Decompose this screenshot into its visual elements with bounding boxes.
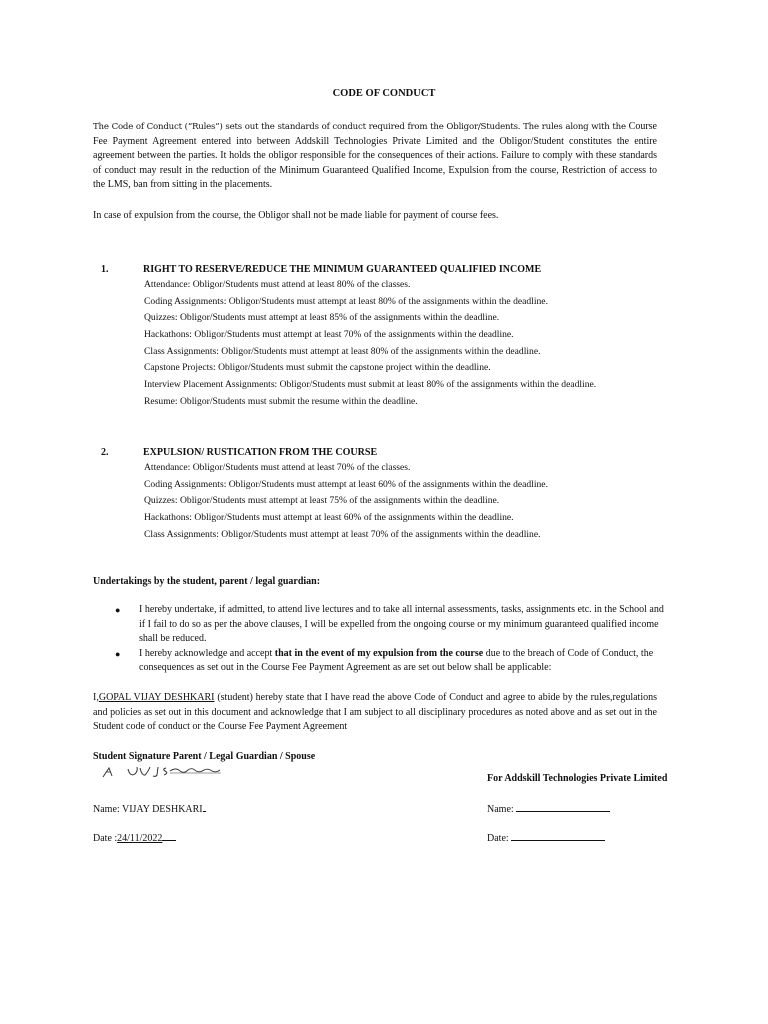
list-item: Coding Assignments: Obligor/Students must attempt at least 60% of the assignments within the deadline. [144, 478, 548, 490]
company-date-label: Date: [487, 833, 509, 844]
company-date-row [487, 831, 605, 844]
company-name-row [487, 802, 610, 815]
date-label: Date : [93, 833, 118, 844]
list-item: Resume: Obligor/Students must submit the resume within the deadline. [144, 395, 418, 407]
expulsion-note: In case of expulsion from the course, the Obligor shall not be made liable for payment of course fees. [93, 210, 499, 221]
name-label: Name: [93, 804, 122, 815]
handwritten-signature [100, 763, 226, 781]
company-date-line [511, 831, 605, 841]
intro-rest-text: Course Fee Payment Agreement entered into between Addskill Technologies Private Limited and the Obligor/Student constitutes the entire agreement between the parties. It holds the obligor responsible for the consequences of their actions. Failure to comply with these standards of conduct may result in the reduction of the Minimum Guaranteed Qualified Income, Expulsion from the course, Restriction of access to the LMS, ban from sitting in the placements. [93, 121, 657, 191]
section-2-title: EXPULSION/ RUSTICATION FROM THE COURSE [143, 447, 378, 458]
section-1-list [144, 277, 664, 411]
company-name-line [516, 802, 610, 812]
list-item: Attendance: Obligor/Students must attend at least 70% of the classes. [144, 462, 411, 473]
declaration-prefix: I, [93, 692, 99, 703]
declaration-paragraph [93, 691, 657, 735]
student-signature-heading: Student Signature Parent / Legal Guardian / Spouse [93, 751, 316, 762]
section-1-number: 1. [101, 264, 109, 275]
student-name-row [93, 802, 206, 815]
undertaking-text-post: due to the breach of Code of Conduct, the consequences as set out in the Course Fee Payment Agreement as are set out below shall be applicable: [139, 647, 654, 674]
list-item: Class Assignments: Obligor/Students must attempt at least 80% of the assignments within the deadline. [144, 345, 541, 357]
list-item [112, 603, 667, 647]
list-item: Capstone Projects: Obligor/Students must submit the capstone project within the deadline. [144, 362, 491, 374]
section-1-title: RIGHT TO RESERVE/REDUCE THE MINIMUM GUARANTEED QUALIFIED INCOME [143, 264, 542, 275]
bullet-icon: ● [115, 605, 121, 615]
undertakings-list [112, 603, 667, 676]
intro-paragraph [93, 120, 657, 193]
undertakings-heading: Undertakings by the student, parent / legal guardian: [93, 576, 321, 587]
declarant-name: GOPAL VIJAY DESHKARI [98, 692, 215, 703]
company-name-label: Name: [487, 804, 514, 815]
name-underline [203, 802, 206, 812]
bullet-icon: ● [115, 648, 121, 659]
intro-lead-text: The Code of Conduct (“Rules”) sets out the standards of conduct required from the Obligor/Students. The rules along with the [93, 122, 626, 132]
list-item: Quizzes: Obligor/Students must attempt at least 85% of the assignments within the deadline. [144, 312, 500, 324]
list-item: Attendance: Obligor/Students must attend at least 80% of the classes. [144, 279, 411, 290]
section-2-number: 2. [101, 447, 109, 458]
list-item: Hackathons: Obligor/Students must attempt at least 60% of the assignments within the deadline. [144, 512, 514, 524]
list-item [112, 647, 667, 676]
student-date-value: 24/11/2022 [117, 833, 163, 844]
undertaking-text: I hereby undertake, if admitted, to attend live lectures and to take all internal assessments, tasks, assignments etc. in the School and if I fail to do so as per the above clauses, I will be expelled from the ongoing course or my minimum guaranteed qualified income shall be reduced. [139, 604, 664, 645]
list-item: Coding Assignments: Obligor/Students must attempt at least 80% of the assignments within the deadline. [144, 295, 548, 307]
company-heading: For Addskill Technologies Private Limited [487, 773, 668, 784]
section-2-list [144, 460, 664, 543]
list-item: Quizzes: Obligor/Students must attempt at least 75% of the assignments within the deadline. [144, 495, 500, 507]
student-name-value: VIJAY DESHKARI [121, 804, 203, 815]
list-item: Interview Placement Assignments: Obligor/Students must submit at least 80% of the assignments within the deadline. [144, 379, 597, 391]
page-title: CODE OF CONDUCT [332, 88, 436, 99]
undertaking-text-pre: I hereby acknowledge and accept [139, 647, 275, 659]
list-item: Class Assignments: Obligor/Students must attempt at least 70% of the assignments within the deadline. [144, 528, 541, 540]
undertaking-text-bold: that in the event of my expulsion from the course [274, 647, 484, 659]
declaration-text: (student) hereby state that I have read the above Code of Conduct and agree to abide by the rules,regulations and policies as set out in this document and acknowledge that I am subject to all disciplinary procedures as noted above and as set out in the Student code of conduct or the Course Fee Payment Agreement [93, 692, 657, 733]
list-item: Hackathons: Obligor/Students must attempt at least 70% of the assignments within the deadline. [144, 329, 514, 341]
date-underline [162, 831, 176, 841]
student-date-row [93, 831, 176, 844]
